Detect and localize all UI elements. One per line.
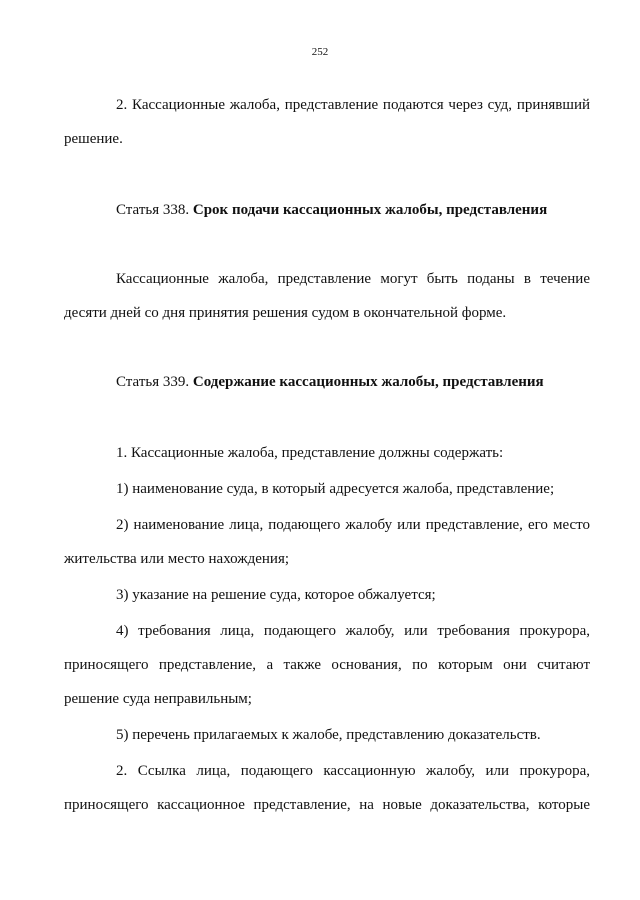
- article-339-number: Статья 339.: [116, 374, 193, 390]
- list-item-requirements: 4) требования лица, подающего жалобу, или требования прокурора, приносящего представление, а также основания, по которым они считают решение суда неправильным;: [64, 623, 590, 707]
- page-number: 252: [311, 46, 329, 58]
- paragraph-must-contain: 1. Кассационные жалоба, представление должны содержать:: [116, 445, 504, 461]
- article-338-title: Срок подачи кассационных жалобы, представления: [192, 202, 548, 218]
- paragraph-submission-through-court: 2. Кассационные жалоба, представление подаются через суд, принявший решение.: [64, 97, 590, 147]
- article-339-title: Содержание кассационных жалобы, представления: [192, 374, 544, 390]
- list-item-person-name: 2) наименование лица, подающего жалобу или представление, его место жительства или место нахождения;: [64, 517, 590, 567]
- list-item-decision-reference: 3) указание на решение суда, которое обжалуется;: [116, 587, 436, 603]
- list-item-evidence-list: 5) перечень прилагаемых к жалобе, представлению доказательств.: [116, 727, 541, 743]
- paragraph-new-evidence: 2. Ссылка лица, подающего кассационную жалобу, или прокурора, приносящего кассационное представление, на новые доказательства, которые: [64, 763, 590, 813]
- paragraph-filing-deadline: Кассационные жалоба, представление могут быть поданы в течение десяти дней со дня принятия решения судом в окончательной форме.: [64, 271, 590, 321]
- article-338-number: Статья 338.: [116, 202, 193, 218]
- article-338-heading: [116, 200, 547, 220]
- list-item-court-name: 1) наименование суда, в который адресуется жалоба, представление;: [116, 481, 555, 497]
- article-339-heading: [116, 372, 544, 392]
